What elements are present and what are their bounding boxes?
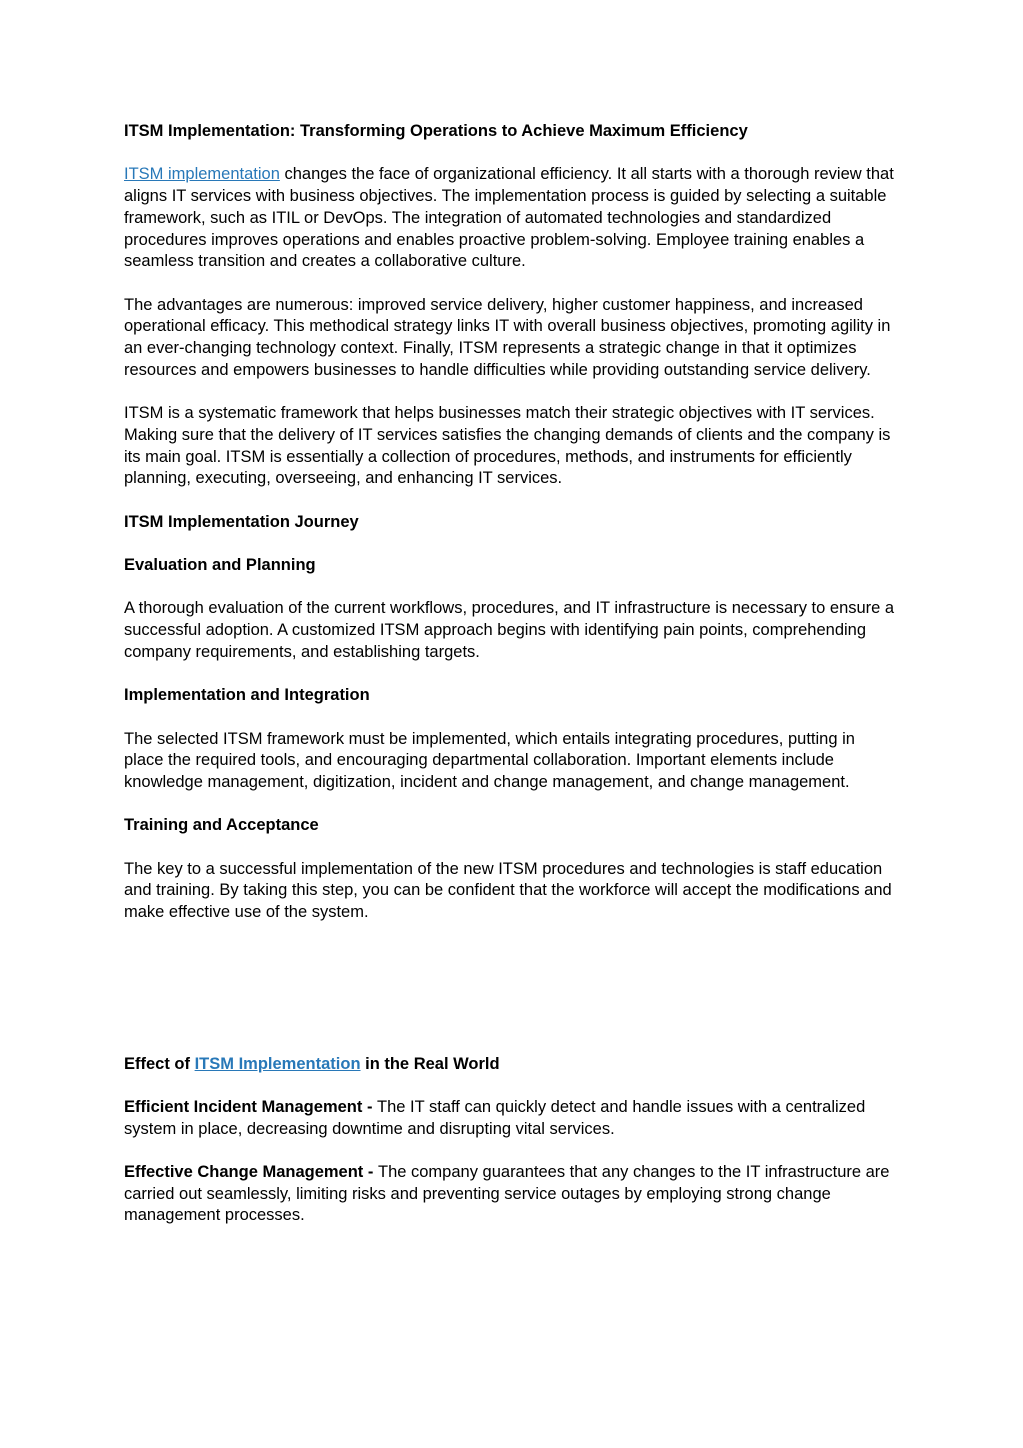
document-content: [124, 121, 896, 1249]
change-management-label: Effective Change Management -: [124, 1163, 378, 1182]
training-heading: Training and Acceptance: [124, 816, 319, 835]
effect-heading-prefix: Effect of: [124, 1054, 195, 1073]
change-management-paragraph: [124, 1162, 896, 1227]
incident-management-paragraph: [124, 1097, 896, 1140]
blank-space: [124, 946, 896, 1054]
advantages-paragraph: The advantages are numerous: improved service delivery, higher customer happiness, and increased operational efficacy. This methodical strategy links IT with overall business objectives, promoting agility in an ever-changing technology context. Finally, ITSM represents a strategic change in that it optimizes resources and empowers businesses to handle difficulties while providing outstanding service delivery.: [124, 295, 891, 379]
implementation-paragraph: The selected ITSM framework must be implemented, which entails integrating procedures, putting in place the required tools, and encouraging departmental collaboration. Important elements include knowledge management, digitization, incident and change management, and change management.: [124, 729, 855, 791]
evaluation-paragraph: A thorough evaluation of the current workflows, procedures, and IT infrastructure is necessary to ensure a successful adoption. A customized ITSM approach begins with identifying pain points, comprehending company requirements, and establishing targets.: [124, 599, 895, 661]
intro-paragraph-text: changes the face of organizational efficiency. It all starts with a thorough review that aligns IT services with business objectives. The implementation process is guided by selecting a suitable framework, such as ITIL or DevOps. The integration of automated technologies and standardized procedures improves operations and enables proactive problem-solving. Employee training enables a seamless transition and creates a collaborative culture.: [124, 165, 894, 271]
document-title: ITSM Implementation: Transforming Operations to Achieve Maximum Efficiency: [124, 122, 748, 140]
journey-heading: ITSM Implementation Journey: [124, 512, 359, 531]
intro-paragraph: [124, 164, 896, 273]
change-management-text: The company guarantees that any changes to the IT infrastructure are carried out seamlessly, limiting risks and preventing service outages by employing strong change management processes.: [124, 1163, 890, 1225]
training-paragraph: The key to a successful implementation of the new ITSM procedures and technologies is staff education and training. By taking this step, you can be confident that the workforce will accept the modifications and make effective use of the system.: [124, 859, 892, 922]
itsm-implementation-link[interactable]: ITSM Implementation: [194, 1054, 361, 1073]
evaluation-heading: Evaluation and Planning: [124, 555, 316, 574]
effect-heading: [124, 1054, 896, 1076]
implementation-heading: Implementation and Integration: [124, 686, 370, 705]
incident-management-label: Efficient Incident Management -: [124, 1097, 378, 1116]
itsm-implementation-link[interactable]: ITSM implementation: [124, 165, 280, 184]
definition-paragraph: ITSM is a systematic framework that helps businesses match their strategic objectives with IT services. Making sure that the delivery of IT services satisfies the changing demands of clients and the company is its main goal. ITSM is essentially a collection of procedures, methods, and instruments for efficiently planning, executing, overseeing, and enhancing IT services.: [124, 404, 891, 488]
incident-management-text: The IT staff can quickly detect and handle issues with a centralized system in place, decreasing downtime and disrupting vital services.: [124, 1097, 866, 1138]
effect-heading-suffix: in the Real World: [360, 1054, 500, 1073]
